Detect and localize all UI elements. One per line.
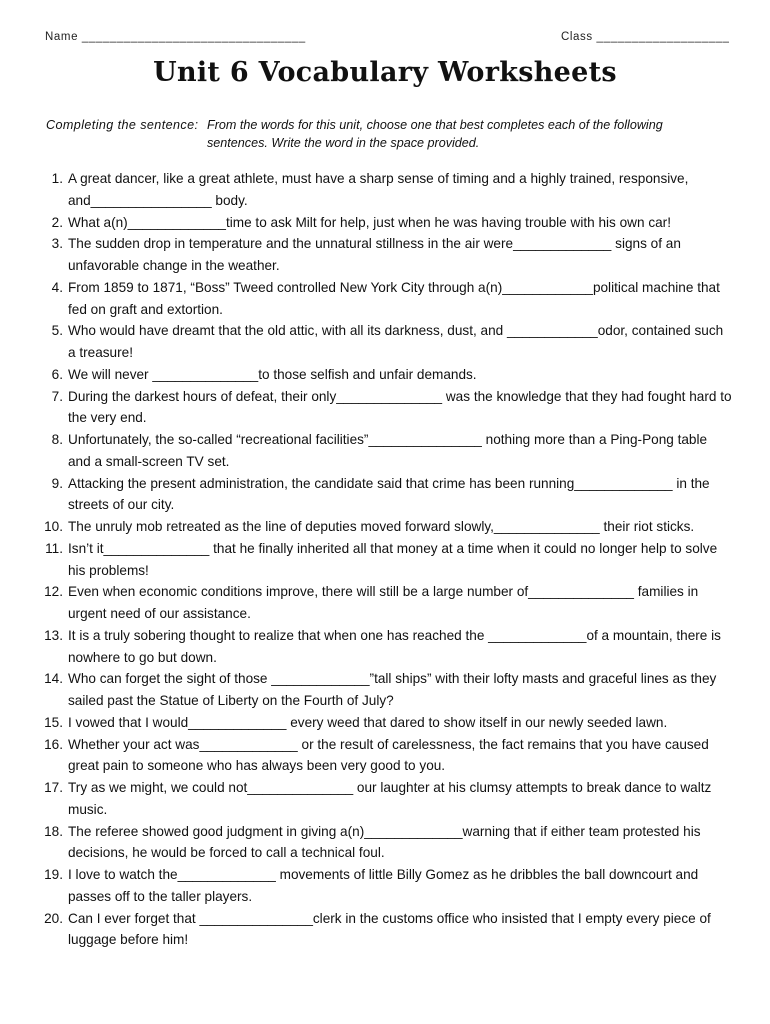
instructions — [46, 116, 736, 150]
page-title: Unit 6 Vocabulary Worksheets — [153, 57, 617, 88]
item-sentence: I love to watch the_____________ movements of little Billy Gomez as he dribbles the ball downcourt and passes off to the taller players. — [68, 867, 699, 904]
item-number: 9. — [51, 475, 63, 491]
item-sentence: From 1859 to 1871, “Boss” Tweed controlled New York City through a(n)____________political machine that fed on graft and extortion. — [68, 279, 720, 317]
item-sentence: During the darkest hours of defeat, their only______________ was the knowledge that they had fought hard to the very end. — [68, 388, 732, 426]
list-item — [32, 386, 732, 430]
list-item — [32, 516, 732, 538]
item-sentence: The sudden drop in temperature and the unnatural stillness in the air were_____________ signs of an unfavorable change in the weather. — [68, 236, 681, 273]
list-item — [32, 538, 732, 582]
list-item — [32, 821, 732, 865]
list-item — [32, 277, 732, 321]
list-item — [32, 473, 732, 517]
list-item — [32, 734, 732, 778]
list-item — [32, 320, 732, 364]
item-number: 1. — [51, 171, 63, 186]
item-sentence: We will never ______________to those selfish and unfair demands. — [68, 366, 477, 382]
list-item — [32, 581, 732, 625]
list-item — [32, 864, 732, 908]
item-sentence: The referee showed good judgment in giving a(n)_____________warning that if either team protested his decisions, he would be forced to call a technical foul. — [68, 823, 701, 861]
list-item — [32, 429, 732, 473]
item-number: 4. — [51, 279, 63, 295]
item-sentence: The unruly mob retreated as the line of deputies moved forward slowly,______________ their riot sticks. — [68, 519, 695, 534]
item-sentence: Who can forget the sight of those _____________”tall ships” with their lofty masts and graceful lines as they sailed past the Statue of Liberty on the Fourth of July? — [68, 671, 717, 708]
list-item — [32, 168, 732, 212]
list-item — [32, 625, 732, 669]
item-number: 5. — [51, 323, 63, 339]
item-sentence: Unfortunately, the so-called “recreational facilities”_______________ nothing more than a Ping-Pong table and a small-screen TV set. — [68, 432, 708, 469]
item-sentence: Attacking the present administration, the candidate said that crime has been running_____________ in the streets of our city. — [68, 475, 710, 513]
list-item — [32, 364, 732, 386]
item-number: 18. — [44, 823, 63, 839]
sentence-list — [32, 168, 732, 951]
list-item — [32, 777, 732, 821]
item-sentence: What a(n)_____________time to ask Milt for help, just when he was having trouble with his own car! — [68, 214, 671, 230]
item-sentence: Who would have dreamt that the old attic, with all its darkness, dust, and ____________odor, contained such a treasure! — [68, 323, 724, 360]
item-number: 19. — [44, 867, 63, 882]
name-field: Name ________________________________ — [45, 31, 306, 43]
item-number: 11. — [45, 540, 63, 556]
list-item — [32, 908, 732, 952]
item-number: 17. — [44, 780, 63, 795]
item-number: 14. — [44, 671, 63, 687]
list-item — [32, 668, 732, 712]
item-number: 6. — [51, 366, 63, 382]
class-field: Class ___________________ — [561, 31, 730, 43]
item-number: 13. — [44, 627, 63, 643]
item-number: 16. — [44, 736, 63, 752]
instructions-label: Completing the sentence: — [46, 118, 199, 132]
item-number: 12. — [44, 584, 63, 600]
list-item — [32, 233, 732, 277]
item-sentence: Isn’t it______________ that he finally inherited all that money at a time when it could no longer help to solve his problems! — [68, 540, 718, 578]
item-sentence: A great dancer, like a great athlete, must have a sharp sense of timing and a highly trained, responsive, and________________ body. — [68, 171, 689, 208]
item-number: 8. — [51, 432, 63, 447]
item-number: 2. — [51, 214, 63, 230]
item-number: 15. — [44, 714, 63, 730]
item-sentence: Can I ever forget that _______________clerk in the customs office who insisted that I empty every piece of luggage before him! — [68, 910, 711, 948]
item-sentence: It is a truly sobering thought to realize that when one has reached the _____________of a mountain, there is nowhere to go but down. — [68, 627, 721, 665]
item-number: 7. — [51, 388, 63, 404]
list-item — [32, 212, 732, 234]
item-sentence: Whether your act was_____________ or the result of carelessness, the fact remains that you have caused great pain to someone who has always been very good to you. — [68, 736, 709, 774]
item-sentence: Try as we might, we could not______________ our laughter at his clumsy attempts to break dance to waltz music. — [68, 780, 712, 817]
item-number: 10. — [44, 519, 63, 534]
list-item — [32, 712, 732, 734]
item-sentence: I vowed that I would_____________ every weed that dared to show itself in our newly seeded lawn. — [68, 714, 668, 730]
item-number: 20. — [44, 910, 63, 926]
item-number: 3. — [51, 236, 63, 252]
item-sentence: Even when economic conditions improve, there will still be a large number of______________ families in urgent need of our assistance. — [68, 584, 699, 621]
instructions-text: From the words for this unit, choose one that best completes each of the following sentences. Write the word in the space provided. — [207, 118, 663, 150]
